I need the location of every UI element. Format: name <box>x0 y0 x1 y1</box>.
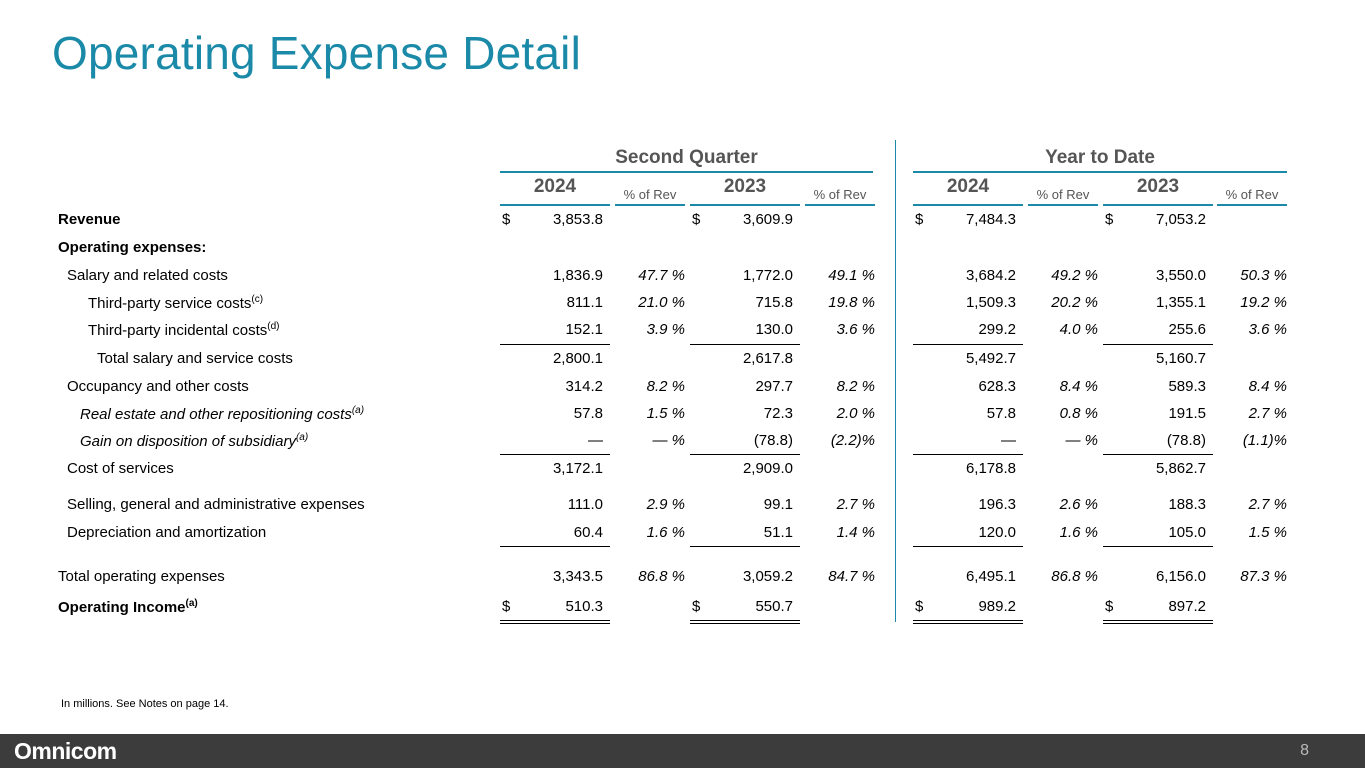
group-header-year-to-date: Year to Date <box>1045 147 1155 168</box>
amount-cell: 897.2 <box>1168 598 1206 615</box>
row-label <box>58 211 121 228</box>
total-double-rule <box>690 623 800 624</box>
amount-cell: 299.2 <box>978 321 1016 338</box>
amount-cell: (78.8) <box>753 432 793 449</box>
year-header: 2024 <box>946 176 990 197</box>
currency-symbol: $ <box>1105 211 1114 228</box>
company-logo: Omnicom <box>14 738 117 764</box>
amount-cell: 111.0 <box>567 496 603 513</box>
amount-cell: 7,484.3 <box>965 211 1016 228</box>
row-label-text: Salary and related costs <box>67 267 228 284</box>
amount-cell: 297.7 <box>755 378 793 395</box>
pct-of-revenue-cell: (2.2)% <box>830 432 875 449</box>
total-double-rule <box>690 620 800 621</box>
amount-cell: 510.3 <box>565 598 603 615</box>
total-double-rule <box>500 620 610 621</box>
amount-cell: 99.1 <box>763 496 793 513</box>
pct-of-revenue-cell: 1.5 % <box>1248 524 1287 541</box>
amount-cell: 72.3 <box>763 405 793 422</box>
amount-cell: 57.8 <box>986 405 1016 422</box>
group-header-second-quarter: Second Quarter <box>615 147 758 168</box>
pct-of-revenue-cell: 4.0 % <box>1059 321 1098 338</box>
amount-cell: 6,156.0 <box>1155 568 1206 585</box>
row-label-text: Operating expenses: <box>58 239 207 256</box>
amount-cell: 3,059.2 <box>742 568 793 585</box>
pct-of-revenue-cell: 1.5 % <box>646 405 685 422</box>
pct-of-revenue-cell: 1.6 % <box>1059 524 1098 541</box>
row-label-text: Third-party service costs <box>88 295 252 312</box>
year-header: 2023 <box>723 176 767 197</box>
amount-cell: 3,550.0 <box>1155 267 1206 284</box>
row-label-text: Cost of services <box>67 460 174 477</box>
year-header: 2023 <box>1136 176 1180 197</box>
footnote-marker: (a) <box>295 432 309 443</box>
currency-symbol: $ <box>915 211 924 228</box>
amount-cell: (78.8) <box>1166 432 1206 449</box>
amount-cell: 5,160.7 <box>1155 350 1206 367</box>
amount-cell: 51.1 <box>763 524 793 541</box>
pct-of-revenue-cell: 0.8 % <box>1059 405 1098 422</box>
row-label-text: Third-party incidental costs <box>88 322 268 339</box>
pct-of-revenue-cell: (1.1)% <box>1242 432 1287 449</box>
pct-of-revenue-cell: 20.2 % <box>1051 294 1098 311</box>
amount-cell: 3,343.5 <box>552 568 603 585</box>
pct-of-revenue-cell: 8.2 % <box>646 378 685 395</box>
pct-rev-header: % of Rev <box>1036 187 1090 202</box>
amount-cell: 188.3 <box>1168 496 1206 513</box>
row-label <box>80 405 364 423</box>
amount-cell: 5,492.7 <box>965 350 1016 367</box>
row-label <box>88 321 279 339</box>
row-label <box>97 350 293 367</box>
amount-cell: 6,495.1 <box>965 568 1016 585</box>
pct-of-revenue-cell: 3.9 % <box>646 321 685 338</box>
row-label <box>67 524 266 541</box>
amount-cell: 715.8 <box>755 294 793 311</box>
pct-of-revenue-cell: 2.6 % <box>1059 496 1098 513</box>
amount-cell: 989.2 <box>978 598 1016 615</box>
subtotal-rule <box>913 344 1023 345</box>
row-label <box>67 460 174 477</box>
pct-of-revenue-cell: 84.7 % <box>828 568 875 585</box>
amount-cell: 314.2 <box>565 378 603 395</box>
pct-of-revenue-cell: 1.6 % <box>646 524 685 541</box>
row-label <box>58 568 225 585</box>
amount-cell: 3,609.9 <box>742 211 793 228</box>
pct-of-revenue-cell: 47.7 % <box>638 267 685 284</box>
currency-symbol: $ <box>1105 598 1114 615</box>
column-underline <box>500 204 610 206</box>
pct-of-revenue-cell: 2.0 % <box>836 405 875 422</box>
amount-cell: 130.0 <box>755 321 793 338</box>
pct-of-revenue-cell: 50.3 % <box>1240 267 1287 284</box>
column-underline <box>805 204 875 206</box>
pct-of-revenue-cell: 19.2 % <box>1240 294 1287 311</box>
amount-cell: — <box>588 432 603 449</box>
amount-cell: 5,862.7 <box>1155 460 1206 477</box>
total-double-rule <box>913 623 1023 624</box>
subtotal-rule <box>690 454 800 455</box>
row-label-text: Real estate and other repositioning costs <box>80 406 352 423</box>
amount-cell: 6,178.8 <box>965 460 1016 477</box>
column-underline <box>1103 204 1213 206</box>
row-label <box>80 432 308 450</box>
amount-cell: 196.3 <box>978 496 1016 513</box>
page-title: Operating Expense Detail <box>52 27 581 79</box>
amount-cell: 57.8 <box>573 405 603 422</box>
pct-of-revenue-cell: 49.2 % <box>1051 267 1098 284</box>
row-label <box>88 294 263 312</box>
subtotal-rule <box>500 454 610 455</box>
pct-of-revenue-cell: 19.8 % <box>828 294 875 311</box>
currency-symbol: $ <box>915 598 924 615</box>
amount-cell: 1,772.0 <box>742 267 793 284</box>
pct-of-revenue-cell: 2.7 % <box>1248 496 1287 513</box>
amount-cell: 1,836.9 <box>552 267 603 284</box>
amount-cell: 628.3 <box>978 378 1016 395</box>
amount-cell: 550.7 <box>755 598 793 615</box>
amount-cell: 1,355.1 <box>1155 294 1206 311</box>
pct-of-revenue-cell: 3.6 % <box>1248 321 1287 338</box>
currency-symbol: $ <box>502 211 511 228</box>
subtotal-rule <box>690 546 800 547</box>
column-underline <box>690 204 800 206</box>
amount-cell: 120.0 <box>978 524 1016 541</box>
group-underline <box>500 171 873 173</box>
footnote-marker: (c) <box>251 294 264 305</box>
amount-cell: 2,800.1 <box>552 350 603 367</box>
pct-of-revenue-cell: 49.1 % <box>828 267 875 284</box>
year-header: 2024 <box>533 176 577 197</box>
row-label <box>58 598 198 616</box>
pct-of-revenue-cell: 8.4 % <box>1059 378 1098 395</box>
amount-cell: 60.4 <box>573 524 603 541</box>
pct-of-revenue-cell: 2.7 % <box>836 496 875 513</box>
row-label-text: Total salary and service costs <box>97 350 293 367</box>
page-number: 8 <box>1300 742 1309 759</box>
amount-cell: 3,684.2 <box>965 267 1016 284</box>
amount-cell: 589.3 <box>1168 378 1206 395</box>
pct-of-revenue-cell: — % <box>1065 432 1098 449</box>
footer-bar <box>0 734 1365 768</box>
row-label-text: Depreciation and amortization <box>67 524 267 541</box>
currency-symbol: $ <box>502 598 511 615</box>
pct-of-revenue-cell: 2.9 % <box>646 496 685 513</box>
amount-cell: 152.1 <box>565 321 603 338</box>
pct-of-revenue-cell: 86.8 % <box>1051 568 1098 585</box>
footnote: In millions. See Notes on page 14. <box>61 698 229 710</box>
row-label-text: Total operating expenses <box>58 568 225 585</box>
subtotal-rule <box>913 454 1023 455</box>
row-label-text: Selling, general and administrative expenses <box>67 496 365 513</box>
total-double-rule <box>1103 620 1213 621</box>
pct-of-revenue-cell: 2.7 % <box>1248 405 1287 422</box>
amount-cell: 2,909.0 <box>742 460 793 477</box>
pct-of-revenue-cell: 3.6 % <box>836 321 875 338</box>
subtotal-rule <box>500 546 610 547</box>
row-label-text: Gain on disposition of subsidiary <box>80 433 296 450</box>
group-underline <box>913 171 1287 173</box>
pct-rev-header: % of Rev <box>1225 187 1279 202</box>
amount-cell: 1,509.3 <box>965 294 1016 311</box>
currency-symbol: $ <box>692 598 701 615</box>
row-label-text: Revenue <box>58 211 121 228</box>
pct-of-revenue-cell: 8.4 % <box>1248 378 1287 395</box>
pct-of-revenue-cell: 86.8 % <box>638 568 685 585</box>
amount-cell: 105.0 <box>1168 524 1206 541</box>
subtotal-rule <box>913 546 1023 547</box>
column-underline <box>1028 204 1098 206</box>
pct-of-revenue-cell: 1.4 % <box>836 524 875 541</box>
currency-symbol: $ <box>692 211 701 228</box>
subtotal-rule <box>1103 546 1213 547</box>
amount-cell: 7,053.2 <box>1155 211 1206 228</box>
pct-of-revenue-cell: 87.3 % <box>1240 568 1287 585</box>
amount-cell: 2,617.8 <box>742 350 793 367</box>
amount-cell: 255.6 <box>1168 321 1206 338</box>
column-underline <box>1217 204 1287 206</box>
amount-cell: 3,853.8 <box>552 211 603 228</box>
row-label <box>67 267 228 284</box>
section-divider <box>895 140 896 622</box>
total-double-rule <box>1103 623 1213 624</box>
pct-of-revenue-cell: — % <box>652 432 685 449</box>
amount-cell: — <box>1001 432 1016 449</box>
pct-rev-header: % of Rev <box>623 187 677 202</box>
amount-cell: 811.1 <box>566 294 603 311</box>
pct-of-revenue-cell: 8.2 % <box>836 378 875 395</box>
row-label-text: Operating Income <box>58 599 186 616</box>
subtotal-rule <box>1103 454 1213 455</box>
column-underline <box>913 204 1023 206</box>
pct-rev-header: % of Rev <box>813 187 867 202</box>
row-label <box>67 378 249 395</box>
footnote-marker: (a) <box>185 598 198 609</box>
subtotal-rule <box>1103 344 1213 345</box>
pct-of-revenue-cell: 21.0 % <box>638 294 685 311</box>
row-label-text: Occupancy and other costs <box>67 378 249 395</box>
row-label <box>67 496 365 513</box>
subtotal-rule <box>500 344 610 345</box>
column-underline <box>615 204 685 206</box>
total-double-rule <box>500 623 610 624</box>
amount-cell: 191.5 <box>1168 405 1206 422</box>
total-double-rule <box>913 620 1023 621</box>
footnote-marker: (d) <box>267 321 280 332</box>
amount-cell: 3,172.1 <box>552 460 603 477</box>
row-label <box>58 239 206 256</box>
footnote-marker: (a) <box>351 405 365 416</box>
subtotal-rule <box>690 344 800 345</box>
